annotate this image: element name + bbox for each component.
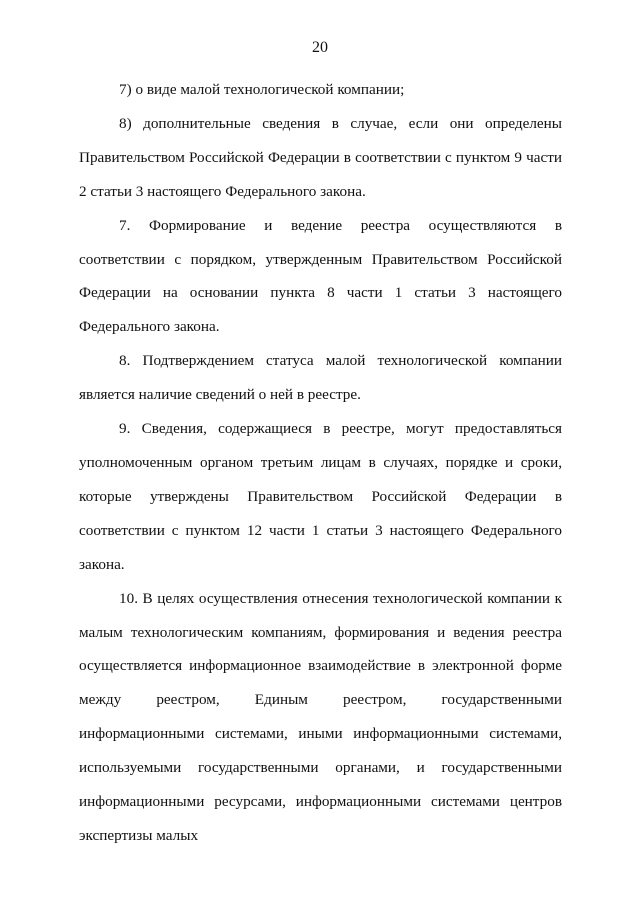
document-body [79,73,562,853]
paragraph-item-7: 7) о виде малой технологической компании; [119,81,405,98]
page-number: 20 [312,39,328,56]
paragraph-part-10: 10. В целях осуществления отнесения технологической компании к малым технологическим компаниям, формирования и ведения реестра осуществляется информационное взаимодействие в электронной форме между реестром, Единым реестром, государственными информационными системами, иными информационными системами, используемыми государственными органами, и государственными информационными ресурсами, информационными системами центров экспертизы малых [79,589,562,844]
paragraph-item-8: 8) дополнительные сведения в случае, если они определены Правительством Российской Федерации в соответствии с пунктом 9 части 2 статьи 3 настоящего Федерального закона. [79,114,562,200]
paragraph-part-7: 7. Формирование и ведение реестра осуществляются в соответствии с порядком, утвержденным Правительством Российской Федерации на основании пункта 8 части 1 статьи 3 настоящего Федерального закона. [79,216,562,336]
paragraph-part-9: 9. Сведения, содержащиеся в реестре, могут предоставляться уполномоченным органом третьим лицам в случаях, порядке и сроки, которые утверждены Правительством Российской Федерации в соответствии с пунктом 12 части 1 статьи 3 настоящего Федерального закона. [79,420,562,573]
paragraph-part-8: 8. Подтверждением статуса малой технологической компании является наличие сведений о ней в реестре. [79,352,562,404]
